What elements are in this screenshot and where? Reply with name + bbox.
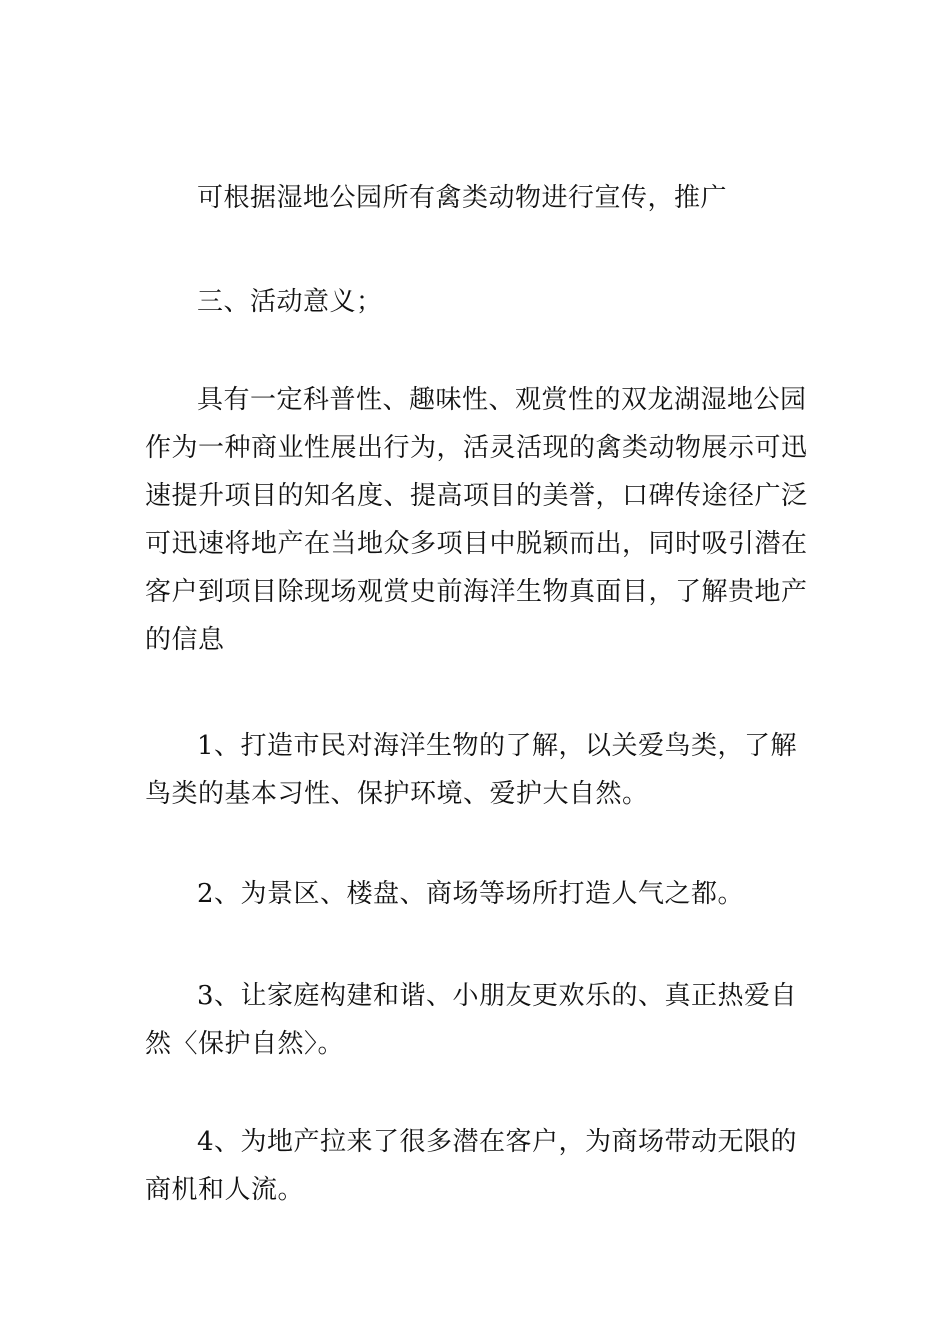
significance-paragraph: 具有一定科普性、趣味性、观赏性的双龙湖湿地公园作为一种商业性展出行为，活灵活现的禽类动物展示可迅速提升项目的知名度、提高项目的美誉，口碑传途径广泛可迅速将地产在当地众多项目中脱颖而出，同时吸引潜在客户到项目除现场观赏史前海洋生物真面目，了解贵地产的信息 bbox=[145, 385, 808, 655]
list-item-4: 4、为地产拉来了很多潜在客户，为商场带动无限的商机和人流。 bbox=[145, 1127, 798, 1205]
list-item-1: 1、打造市民对海洋生物的了解，以关爱鸟类，了解鸟类的基本习性、保护环境、爱护大自然。 bbox=[145, 731, 798, 809]
list-item-2: 2、为景区、楼盘、商场等场所打造人气之都。 bbox=[197, 879, 745, 909]
list-item-3: 3、让家庭构建和谐、小朋友更欢乐的、真正热爱自然〈保护自然〉。 bbox=[145, 981, 798, 1059]
section-heading-significance: 三、活动意义； bbox=[197, 287, 383, 317]
promotion-paragraph: 可根据湿地公园所有禽类动物进行宣传，推广 bbox=[197, 183, 728, 213]
